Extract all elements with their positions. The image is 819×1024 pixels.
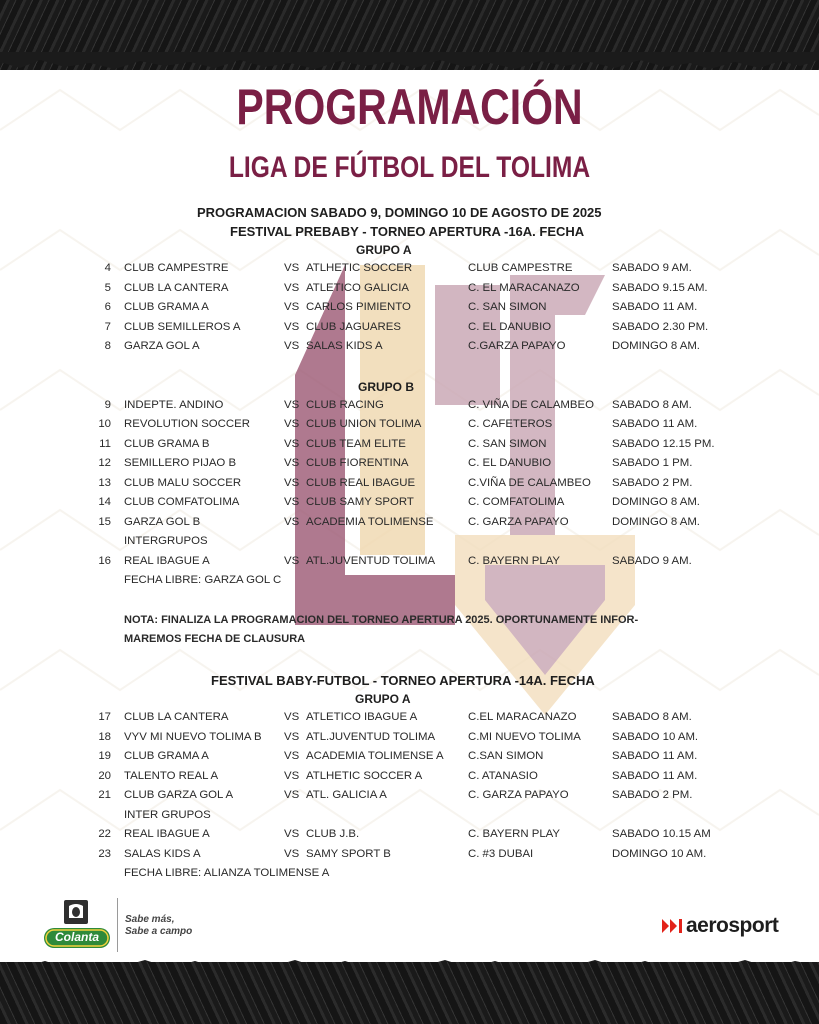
versus-label: VS [284,496,300,508]
match-number: 7 [104,321,111,333]
venue: CLUB CAMPESTRE [468,262,573,274]
home-team: CLUB GRAMA B [124,438,210,450]
home-team: CLUB LA CANTERA [124,282,229,294]
away-team: ATLETICO IBAGUE A [306,711,418,723]
note-line-1: NOTA: FINALIZA LA PROGRAMACION DEL TORNEO APERTURA 2025. OPORTUNAMENTE INFOR- [124,614,639,626]
versus-label: VS [284,750,300,762]
venue: C.VIÑA DE CALAMBEO [468,477,591,489]
venue: C. GARZA PAPAYO [468,516,569,528]
match-row [0,399,819,417]
versus-label: VS [284,262,300,274]
match-time: SABADO 9 AM. [612,262,692,274]
match-time: SABADO 9 AM. [612,555,692,567]
venue: C. COMFATOLIMA [468,496,565,508]
match-row [0,516,819,534]
match-row [0,477,819,495]
versus-label: VS [284,399,300,411]
match-number: 22 [98,828,111,840]
home-team: REAL IBAGUE A [124,555,210,567]
venue: C. BAYERN PLAY [468,555,560,567]
match-time: SABADO 11 AM. [612,750,698,762]
away-team: ATL. GALICIA A [306,789,387,801]
match-number: 11 [99,438,111,450]
match-row [0,321,819,339]
versus-label: VS [284,770,300,782]
sponsor-tagline [125,914,192,938]
versus-label: VS [284,789,300,801]
home-team: CLUB LA CANTERA [124,711,229,723]
home-team: REVOLUTION SOCCER [124,418,250,430]
home-team: VYV MI NUEVO TOLIMA B [124,731,262,743]
venue: C. SAN SIMON [468,438,547,450]
home-team: SALAS KIDS A [124,848,201,860]
match-row [0,301,819,319]
match-number: 12 [98,457,111,469]
match-number: 8 [104,340,111,352]
venue: C. ATANASIO [468,770,538,782]
match-time: SABADO 11 AM. [612,301,698,313]
away-team: ATL.JUVENTUD TOLIMA [306,555,436,567]
match-row [0,438,819,456]
versus-label: VS [284,477,300,489]
versus-label: VS [284,828,300,840]
page-subtitle: LIGA DE FÚTBOL DEL TOLIMA [228,151,591,184]
baby-group-a-label: GRUPO A [355,692,411,706]
versus-label: VS [284,418,300,430]
venue: C. VIÑA DE CALAMBEO [468,399,594,411]
match-time: SABADO 1 PM. [612,457,693,469]
match-row [0,496,819,514]
versus-label: VS [284,301,300,313]
match-time: SABADO 10.15 AM [612,828,711,840]
prebaby-free-date: FECHA LIBRE: GARZA GOL C [124,574,282,586]
match-number: 19 [98,750,111,762]
away-team: CLUB SAMY SPORT [306,496,414,508]
venue: C. SAN SIMON [468,301,547,313]
venue: C.EL MARACANAZO [468,711,577,723]
match-time: SABADO 11 AM. [612,418,698,430]
match-number: 18 [98,731,111,743]
note-line-2: MAREMOS FECHA DE CLAUSURA [124,633,306,645]
versus-label: VS [284,340,300,352]
match-row [0,262,819,280]
match-time: SABADO 2.30 PM. [612,321,709,333]
venue: C.MI NUEVO TOLIMA [468,731,581,743]
away-team: CLUB TEAM ELITE [306,438,406,450]
away-team: ATLHETIC SOCCER [306,262,413,274]
match-row [0,711,819,729]
home-team: TALENTO REAL A [124,770,219,782]
baby-heading: FESTIVAL BABY-FUTBOL - TORNEO APERTURA -14A. FECHA [211,673,595,688]
match-time: SABADO 2 PM. [612,789,693,801]
match-number: 16 [98,555,111,567]
footer-divider [117,898,118,952]
match-time: SABADO 9.15 AM. [612,282,708,294]
match-row [0,282,819,300]
away-team: SAMY SPORT B [306,848,391,860]
home-team: REAL IBAGUE A [124,828,210,840]
match-time: SABADO 10 AM. [612,731,699,743]
match-number: 9 [104,399,111,411]
baby-intergroup-label: INTER GRUPOS [124,809,211,821]
away-team: CARLOS PIMIENTO [306,301,411,313]
home-team: CLUB SEMILLEROS A [124,321,241,333]
prebaby-intergroup-label: INTERGRUPOS [124,535,208,547]
match-row [0,731,819,749]
away-team: ATLETICO GALICIA [306,282,409,294]
schedule-heading: PROGRAMACION SABADO 9, DOMINGO 10 DE AGOSTO DE 2025 [197,205,602,220]
versus-label: VS [284,848,300,860]
aerosport-play-icon [662,919,686,933]
away-team: CLUB REAL IBAGUE [306,477,416,489]
away-team: SALAS KIDS A [306,340,383,352]
match-number: 21 [98,789,111,801]
match-row [0,828,819,846]
match-time: SABADO 8 AM. [612,711,692,723]
away-team: CLUB RACING [306,399,384,411]
tagline-line-1: Sabe más, [125,914,175,925]
versus-label: VS [284,321,300,333]
venue: C. EL DANUBIO [468,457,552,469]
match-time: SABADO 2 PM. [612,477,693,489]
away-team: CLUB J.B. [306,828,360,840]
prebaby-group-b-label: GRUPO B [358,380,415,394]
match-row [0,789,819,807]
page-title: PROGRAMACIÓN [236,79,583,135]
match-row [0,340,819,358]
tagline-line-2: Sabe a campo [125,926,193,937]
home-team: INDEPTE. ANDINO [124,399,224,411]
colanta-logo [42,898,114,954]
match-time: SABADO 12.15 PM. [612,438,715,450]
away-team: ATLHETIC SOCCER A [306,770,423,782]
match-time: DOMINGO 8 AM. [612,516,700,528]
prebaby-heading: FESTIVAL PREBABY - TORNEO APERTURA -16A. FECHA [230,224,585,239]
colanta-wordmark: Colanta [54,930,99,944]
away-team: ACADEMIA TOLIMENSE [306,516,434,528]
match-row [0,750,819,768]
match-number: 23 [98,848,111,860]
venue: C. CAFETEROS [468,418,553,430]
versus-label: VS [284,516,300,528]
match-number: 4 [104,262,111,274]
home-team: SEMILLERO PIJAO B [124,457,237,469]
home-team: CLUB GRAMA A [124,301,209,313]
versus-label: VS [284,457,300,469]
away-team: CLUB JAGUARES [306,321,401,333]
venue: C.SAN SIMON [468,750,544,762]
versus-label: VS [284,282,300,294]
away-team: CLUB FIORENTINA [306,457,409,469]
venue: C.GARZA PAPAYO [468,340,566,352]
venue: C. EL MARACANAZO [468,282,580,294]
bottom-texture-band [0,962,819,1024]
prebaby-group-a-label: GRUPO A [356,243,412,257]
match-number: 10 [98,418,111,430]
versus-label: VS [284,711,300,723]
match-row [0,418,819,436]
venue: C. #3 DUBAI [468,848,534,860]
match-time: DOMINGO 8 AM. [612,496,700,508]
match-number: 6 [104,301,111,313]
match-number: 20 [98,770,111,782]
venue: C. EL DANUBIO [468,321,552,333]
away-team: ATL.JUVENTUD TOLIMA [306,731,436,743]
versus-label: VS [284,438,300,450]
home-team: GARZA GOL B [124,516,201,528]
home-team: CLUB GARZA GOL A [124,789,234,801]
match-row [0,555,819,573]
match-number: 17 [98,711,111,723]
venue: C. BAYERN PLAY [468,828,560,840]
match-row [0,770,819,788]
match-row [0,848,819,866]
match-number: 15 [98,516,111,528]
away-team: CLUB UNION TOLIMA [306,418,422,430]
match-time: DOMINGO 8 AM. [612,340,700,352]
home-team: CLUB COMFATOLIMA [124,496,240,508]
match-row [0,457,819,475]
away-team: ACADEMIA TOLIMENSE A [306,750,444,762]
match-number: 13 [98,477,111,489]
home-team: GARZA GOL A [124,340,200,352]
match-time: SABADO 11 AM. [612,770,698,782]
versus-label: VS [284,555,300,567]
match-number: 14 [98,496,111,508]
match-time: SABADO 8 AM. [612,399,692,411]
match-time: DOMINGO 10 AM. [612,848,707,860]
venue: C. GARZA PAPAYO [468,789,569,801]
baby-free-date: FECHA LIBRE: ALIANZA TOLIMENSE A [124,867,330,879]
home-team: CLUB CAMPESTRE [124,262,229,274]
versus-label: VS [284,731,300,743]
aerosport-logo: aerosport [686,914,779,937]
home-team: CLUB GRAMA A [124,750,209,762]
home-team: CLUB MALU SOCCER [124,477,242,489]
match-number: 5 [104,282,111,294]
